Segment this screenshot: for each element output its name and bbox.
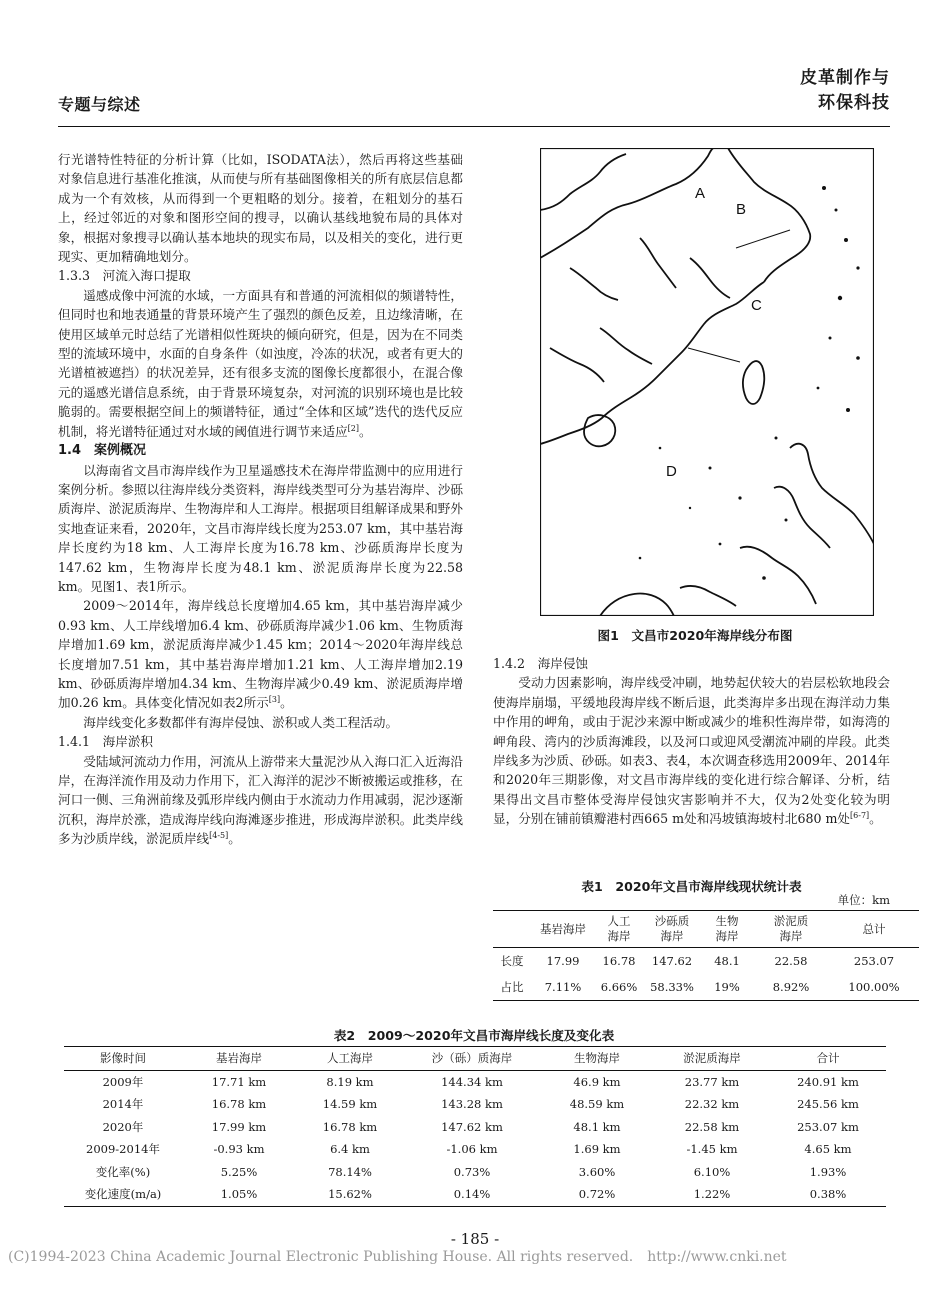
table-cell: -1.06 km [446, 1142, 498, 1157]
table-cell: 22.58 km [684, 1119, 740, 1134]
table-cell: 16.78 km [211, 1097, 267, 1112]
map-label-b: B [736, 201, 747, 218]
copyright-notice: (C)1994-2023 China Academic Journal Electronic Publishing House. All rights reserved. http://www.cnki.net [8, 1249, 787, 1265]
table-cell: 22.32 km [684, 1097, 740, 1112]
table-cell: 占比 [493, 974, 531, 1001]
table-cell: 2009-2014年 [86, 1142, 160, 1157]
table2-caption: 表2 2009～2020年文昌市海岸线长度及变化表 [333, 1028, 615, 1043]
table-cell: 14.59 km [322, 1097, 378, 1112]
reference: [3] [268, 695, 281, 705]
table-cell: 6.4 km [330, 1142, 370, 1157]
table-cell: 22.58 [753, 948, 829, 975]
paragraph: 行光谱特性特征的分析计算（比如，ISODATA法），然后再将这些基础对象信息进行基准化推演，从而使与所有基础图像相关的所有底层信息都成为一个有效核，从而得到一个更粗略的划分。接着，在粗划分的基石上，经过邻近的对象和图形空间的搜寻，以确认基线地貌布局的具体对象，根据对象搜寻以确认基本地块的现实布局，以及相关的变化，进行更现实、更加精确地划分。 [58, 152, 463, 265]
table-header-cell: 生物 海岸 [701, 911, 753, 948]
table-header-cell: 合计 [770, 1047, 886, 1071]
table-cell: 2009年 [64, 1070, 182, 1093]
table-cell: 1.69 km [573, 1142, 621, 1157]
table-header-cell: 基岩海岸 [531, 911, 595, 948]
table1-caption: 表1 2020年文昌市海岸线现状统计表 [581, 879, 802, 894]
table-cell: 48.1 [701, 948, 753, 975]
table-cell: 78.14% [328, 1164, 372, 1179]
table-header-cell: 淤泥质 海岸 [753, 911, 829, 948]
section-title: 专题与综述 [58, 95, 141, 114]
table-cell: 2020年 [102, 1119, 144, 1134]
map-label-a: A [695, 185, 706, 202]
table-cell: 17.99 km [211, 1119, 267, 1134]
subsection-heading-1-4-1: 1.4.1 海岸淤积 [58, 734, 154, 750]
table-cell: 144.34 km [404, 1070, 540, 1093]
table-cell: 58.33% [643, 974, 701, 1001]
table-header-cell: 淤泥质海岸 [654, 1047, 770, 1071]
table-cell: 1.22% [654, 1183, 770, 1206]
table-header-cell: 影像时间 [64, 1047, 182, 1071]
map-label-d: D [666, 463, 677, 480]
table-header-row [493, 911, 919, 948]
table-row [64, 1093, 886, 1116]
figure-caption: 图1 文昌市2020年海岸线分布图 [597, 628, 793, 643]
table-cell: 6.10% [693, 1164, 731, 1179]
page-number: - 185 - [450, 1230, 500, 1248]
table-row [493, 974, 919, 1001]
header-rule [58, 126, 890, 127]
table-cell: 7.11% [531, 974, 595, 1001]
map-label-c: C [751, 297, 762, 314]
table-cell: 48.59 km [569, 1097, 625, 1112]
table-cell: 4.65 km [804, 1142, 852, 1157]
paragraph: 遥感成像中河流的水域，一方面具有和普通的河流相似的频谱特性，但同时也和地表通量的背景环境产生了强烈的颜色反差，且边缘清晰，在使用区域单元时总结了光谱相似性斑块的倾向研究，但是，因为在不同类型的流域环境中，水面的自身条件（如浊度，冷冻的状况，或者有更大的光谱植被遮挡）的状况差异，还有很多支流的图像长度都很小，在混合像元的遥感光谱信息系统，由于背景环境复杂，对河流的识别环境也是比较脆弱的。需要根据空间上的频谱特征，通过“全体和区域”迭代的迭代反应机制，将光谱特征通过对水域的阈值进行调节来适应[2]。 [58, 287, 463, 439]
table-cell: 8.19 km [296, 1070, 404, 1093]
table-cell: 3.60% [578, 1164, 616, 1179]
table-row [64, 1116, 886, 1139]
table-cell: 0.14% [404, 1183, 540, 1206]
table-cell: 253.07 [829, 948, 919, 975]
subsection-heading-1-3-3: 1.3.3 河流入海口提取 [58, 268, 191, 284]
coastline-map-figure [540, 148, 874, 616]
table-cell: 245.56 km [797, 1097, 859, 1112]
table-header-cell [493, 911, 531, 948]
table-cell: 长度 [493, 948, 531, 975]
table-cell: 5.25% [220, 1164, 258, 1179]
reference: [2] [347, 423, 359, 433]
table-cell: 48.1 km [573, 1119, 621, 1134]
journal-title-line2: 环保科技 [818, 93, 890, 113]
table-row [64, 1183, 886, 1206]
table-cell: 16.78 km [322, 1119, 378, 1134]
table-cell: 1.93% [809, 1164, 847, 1179]
table-cell: 变化速度(m/a) [64, 1183, 182, 1206]
table-header-cell: 生物海岸 [540, 1047, 654, 1071]
table-header-cell: 人工 海岸 [595, 911, 643, 948]
table-cell: 8.92% [753, 974, 829, 1001]
paragraph: 受陆域河流动力作用，河流从上游带来大量泥沙从入海口汇入近海沿岸，在海洋流作用及动力作用下，汇入海洋的泥沙不断被搬运或推移，在河口一侧、三角洲前缘及弧形岸线内侧由于水流动力作用减弱，泥沙逐渐沉积，海岸於涨，造成海岸线向海滩逐步推进，形成海岸淤积。此类岸线多为沙质岸线，淤泥质岸线[4-5]。 [58, 753, 463, 847]
table-row [64, 1161, 886, 1184]
table-cell: 17.71 km [182, 1070, 296, 1093]
reference: [6-7] [850, 811, 870, 821]
table-cell: -1.45 km [686, 1142, 738, 1157]
table2 [64, 1046, 886, 1207]
right-column [493, 654, 890, 829]
table-cell: 240.91 km [770, 1070, 886, 1093]
paragraph: 2009～2014年，海岸线总长度增加4.65 km，其中基岩海岸减少0.93 km、人工岸线增加6.4 km、砂砾质海岸减少1.06 km、生物质海岸增加1.69 km，淤泥质海岸减少1.45 km；2014～2020年海岸线总长度增加7.51 km，其中基岩海岸增加1.21 km、人工海岸增加2.19 km、砂砾质海岸增加4.34 km、生物海岸减少0.49 km、淤泥质海岸增加0.26 km。具体变化情况如表2所示[3]。 [58, 598, 463, 711]
table-header-cell: 沙砾质 海岸 [643, 911, 701, 948]
table-cell: 15.62% [296, 1183, 404, 1206]
table-cell: 23.77 km [654, 1070, 770, 1093]
paragraph: 受动力因素影响，海岸线受冲刷，地势起伏较大的岩层松软地段会使海岸崩塌，平缓地段海岸线不断后退，此类海岸多出现在海洋动力集中作用的岬角，或由于泥沙来源中断或减少的堆积性海岸带，如海湾的岬角段、湾内的沙质海滩段，以及河口或迎风受潮流冲刷的岸段。此类岸线多为沙质、砂砾。如表3、表4，本次调查移选用2009年、2014年和2020年三期影像，对文昌市海岸线的变化进行综合解译、分析，结果得出文昌市整体受海岸侵蚀灾害影响并不大，仅为2处变化较为明显，分别在铺前镇瓣港村西665 m处和冯坡镇海坡村北680 m处[6-7]。 [493, 675, 890, 827]
table-header-cell: 沙（砾）质海岸 [404, 1047, 540, 1071]
table-cell: 19% [701, 974, 753, 1001]
paragraph: 以海南省文昌市海岸线作为卫星遥感技术在海岸带监测中的应用进行案例分析。参照以往海岸线分类资料，海岸线类型可分为基岩海岸、沙砾质海岸、淤泥质海岸、生物海岸和人工海岸。根据项目组解译成果和野外实地查证来看，2020年，文昌市海岸线长度为253.07 km，其中基岩海岸长度约为18 km、人工海岸长度为16.78 km、沙砾质海岸长度为147.62 km，生物海岸长度为48.1 km、淤泥质海岸长度为22.58 km。见图1、表1所示。 [58, 462, 463, 594]
table-cell: 2014年 [102, 1097, 144, 1112]
paragraph: 海岸线变化多数都伴有海岸侵蚀、淤积或人类工程活动。 [83, 714, 399, 730]
table-cell: 100.00% [829, 974, 919, 1001]
subsection-heading-1-4-2: 1.4.2 海岸侵蚀 [493, 656, 589, 671]
left-column [58, 150, 463, 849]
table-row [493, 948, 919, 975]
table-header-cell: 基岩海岸 [182, 1047, 296, 1071]
table-cell: 1.05% [182, 1183, 296, 1206]
coastline-map [540, 148, 874, 616]
journal-title-line1: 皮革制作与 [800, 68, 890, 88]
table-cell: 143.28 km [441, 1097, 503, 1112]
table-cell: 0.38% [770, 1183, 886, 1206]
table-cell: 147.62 km [441, 1119, 503, 1134]
reference: [4-5] [209, 831, 229, 841]
table-cell: 16.78 [595, 948, 643, 975]
table-row [64, 1070, 886, 1093]
table-cell: 147.62 [643, 948, 701, 975]
table-cell: 0.73% [453, 1164, 491, 1179]
table-header-row [64, 1047, 886, 1071]
journal-title [800, 66, 890, 116]
table1-unit: 单位：km [837, 893, 890, 907]
table-cell: 6.66% [595, 974, 643, 1001]
table-cell: 46.9 km [540, 1070, 654, 1093]
table1 [493, 910, 919, 1001]
table-cell: 253.07 km [797, 1119, 859, 1134]
table-cell: 变化率(%) [95, 1164, 151, 1179]
table-header-cell: 总计 [829, 911, 919, 948]
table-header-cell: 人工海岸 [296, 1047, 404, 1071]
table-cell: -0.93 km [213, 1142, 265, 1157]
section-heading-1-4: 1.4 案例概况 [58, 443, 147, 459]
table-row [64, 1138, 886, 1161]
table-cell: 0.72% [540, 1183, 654, 1206]
table-cell: 17.99 [531, 948, 595, 975]
